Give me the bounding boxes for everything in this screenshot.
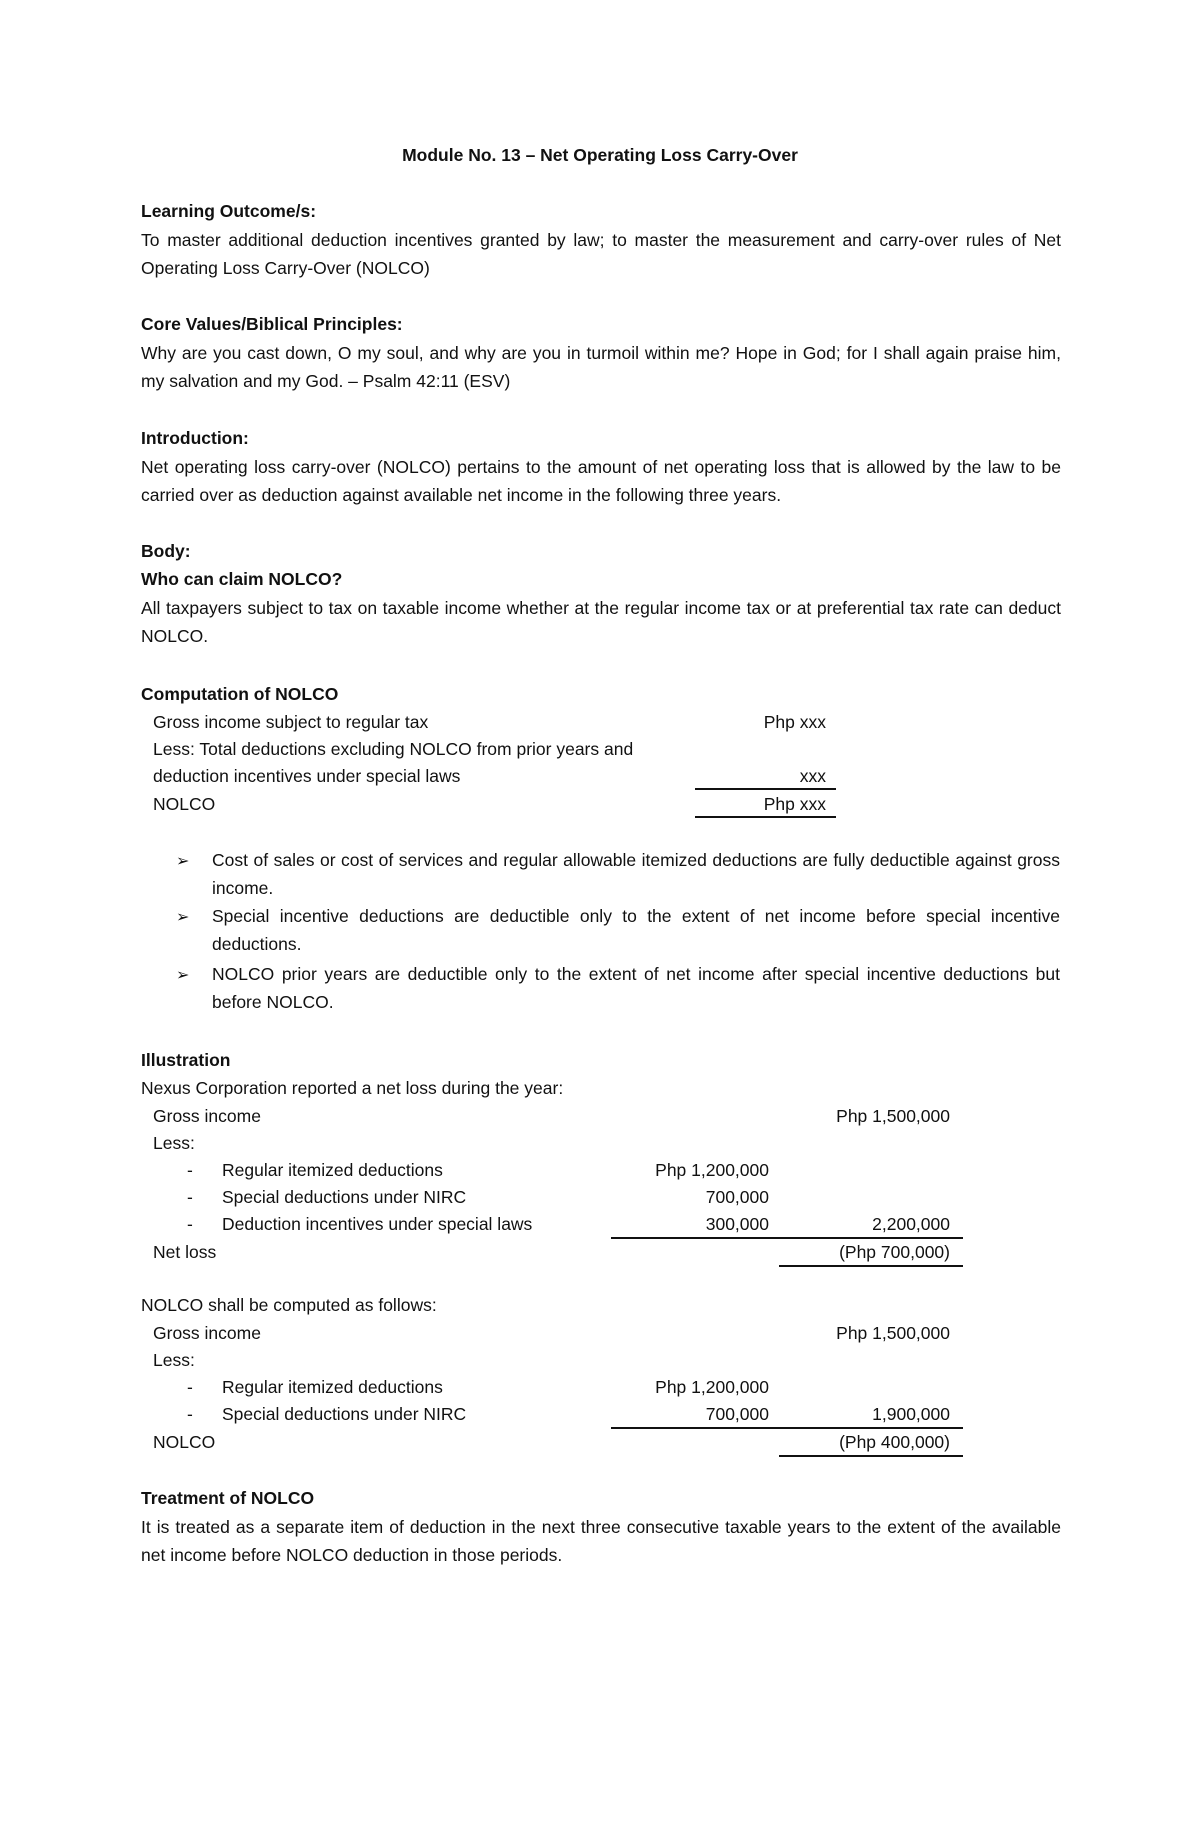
computation-total-rule xyxy=(695,816,836,818)
learning-outcome-text: To master additional deduction incentives granted by law; to master the measurement and carry-over rules of Net Operating Loss Carry-Over (NOLCO) xyxy=(141,230,1061,278)
computation-heading: Computation of NOLCO xyxy=(141,684,339,704)
illustration-subtotal-rule xyxy=(611,1237,963,1239)
nolco-item-value: Php 1,200,000 xyxy=(655,1377,769,1397)
illustration-item-value: Php 1,200,000 xyxy=(655,1160,769,1180)
nolco-item-label: Regular itemized deductions xyxy=(222,1377,443,1397)
illustration-total-deductions: 2,200,000 xyxy=(872,1214,950,1234)
nolco-total-deductions: 1,900,000 xyxy=(872,1404,950,1424)
nolco-less-label: Less: xyxy=(153,1350,195,1370)
treatment-text: It is treated as a separate item of deduction in the next three consecutive taxable years to the extent of the available net income before NOLCO deduction in those periods. xyxy=(141,1517,1061,1565)
nolco-item-value: 700,000 xyxy=(705,1404,769,1424)
bullet-item: NOLCO prior years are deductible only to the extent of net income after special incentive deductions but before NOLCO. xyxy=(212,964,1060,1012)
nolco-total-rule xyxy=(779,1455,963,1457)
nolco-result-value: (Php 400,000) xyxy=(839,1432,950,1452)
illustration-gross-label: Gross income xyxy=(153,1106,261,1126)
dash-marker: - xyxy=(187,1214,193,1234)
introduction-text: Net operating loss carry-over (NOLCO) pertains to the amount of net operating loss that is allowed by the law to be carried over as deduction against available net income in the following three years. xyxy=(141,457,1061,505)
arrow-bullet-icon: ➢ xyxy=(176,853,190,870)
nolco-gross-value: Php 1,500,000 xyxy=(836,1323,950,1343)
introduction-heading: Introduction: xyxy=(141,428,249,448)
illustration-item-label: Regular itemized deductions xyxy=(222,1160,443,1180)
body-heading: Body: xyxy=(141,541,191,561)
computation-subtotal-rule xyxy=(695,788,836,790)
core-values-heading: Core Values/Biblical Principles: xyxy=(141,314,403,334)
treatment-heading: Treatment of NOLCO xyxy=(141,1488,315,1508)
illustration-intro: Nexus Corporation reported a net loss during the year: xyxy=(141,1078,564,1098)
computation-nolco-label: NOLCO xyxy=(153,794,216,814)
illustration-item-label: Deduction incentives under special laws xyxy=(222,1214,533,1234)
computation-less-value: xxx xyxy=(799,766,826,786)
bullet-item: Special incentive deductions are deductible only to the extent of net income before special incentive deductions. xyxy=(212,906,1060,954)
arrow-bullet-icon: ➢ xyxy=(176,909,190,926)
illustration-item-label: Special deductions under NIRC xyxy=(222,1187,467,1207)
who-can-claim-text: All taxpayers subject to tax on taxable income whether at the regular income tax or at preferential tax rate can deduct NOLCO. xyxy=(141,598,1061,646)
dash-marker: - xyxy=(187,1377,193,1397)
computation-less-label-line2: deduction incentives under special laws xyxy=(153,766,461,786)
nolco-subtotal-rule xyxy=(611,1427,963,1429)
illustration-item-value: 700,000 xyxy=(705,1187,769,1207)
illustration-net-loss-label: Net loss xyxy=(153,1242,217,1262)
dash-marker: - xyxy=(187,1160,193,1180)
illustration-item-value: 300,000 xyxy=(705,1214,769,1234)
nolco-item-label: Special deductions under NIRC xyxy=(222,1404,467,1424)
dash-marker: - xyxy=(187,1404,193,1424)
nolco-result-label: NOLCO xyxy=(153,1432,216,1452)
illustration-net-loss-value: (Php 700,000) xyxy=(839,1242,950,1262)
computation-gross-label: Gross income subject to regular tax xyxy=(153,712,429,732)
illustration-less-label: Less: xyxy=(153,1133,195,1153)
computation-nolco-value: Php xxx xyxy=(763,794,826,814)
illustration-gross-value: Php 1,500,000 xyxy=(836,1106,950,1126)
illustration-total-rule xyxy=(779,1265,963,1267)
page-title: Module No. 13 – Net Operating Loss Carry-Over xyxy=(402,145,798,165)
dash-marker: - xyxy=(187,1187,193,1207)
nolco-gross-label: Gross income xyxy=(153,1323,261,1343)
nolco-computation-intro: NOLCO shall be computed as follows: xyxy=(141,1295,437,1315)
computation-gross-value: Php xxx xyxy=(763,712,826,732)
bullet-item: Cost of sales or cost of services and regular allowable itemized deductions are fully deductible against gross income. xyxy=(212,850,1060,898)
arrow-bullet-icon: ➢ xyxy=(176,967,190,984)
core-values-text: Why are you cast down, O my soul, and why are you in turmoil within me? Hope in God; for I shall again praise him, my salvation and my God. – Psalm 42:11 (ESV) xyxy=(141,343,1061,391)
learning-outcome-heading: Learning Outcome/s: xyxy=(141,201,317,221)
who-can-claim-heading: Who can claim NOLCO? xyxy=(141,569,343,589)
computation-less-label-line1: Less: Total deductions excluding NOLCO from prior years and xyxy=(153,739,634,759)
illustration-heading: Illustration xyxy=(141,1050,231,1070)
